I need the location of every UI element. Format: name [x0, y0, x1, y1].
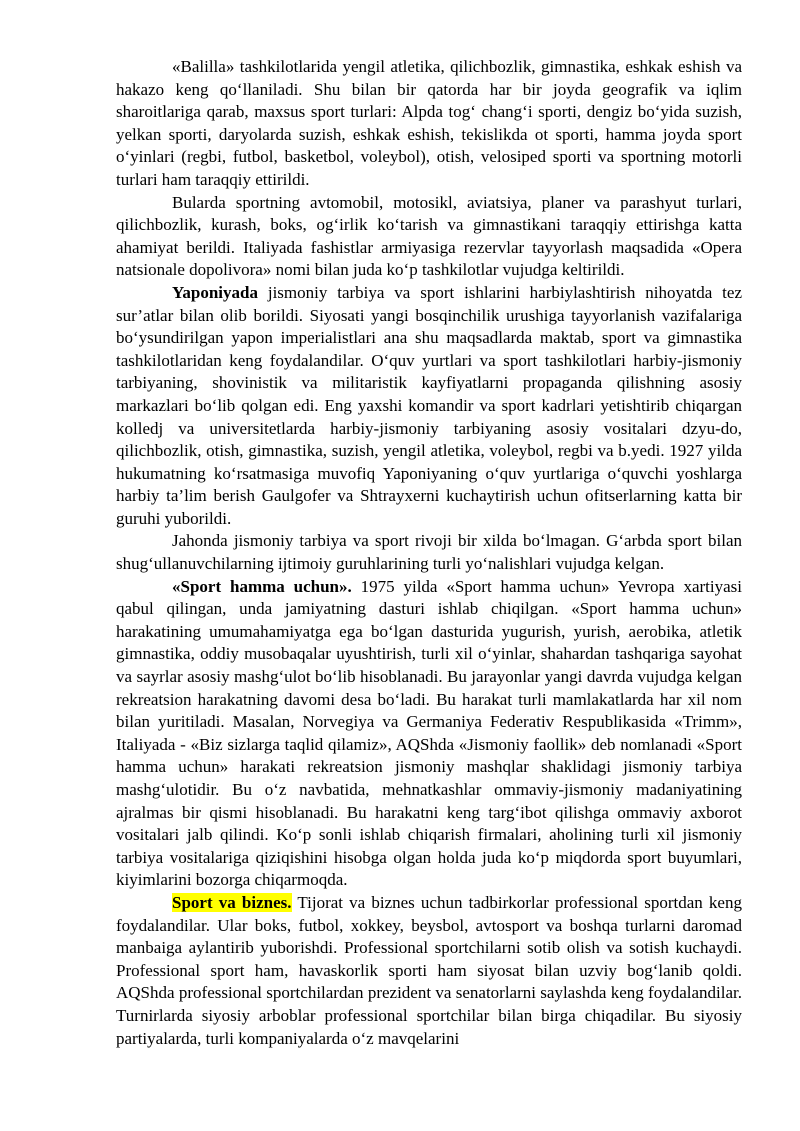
paragraph-text: Tijorat va biznes uchun tadbirkorlar professional sportdan keng foydalandilar. Ular boks, futbol, xokkey, beysbol, avtosport va boshqa turlarni daromad manbaiga aylantirib yuborishdi. Professional sportchilarni sotib olish va sotish kuchaydi. Professional sport ham, havaskorlik sporti ham siyosat bilan uzviy bog‘lanib qoldi. AQShda professional sportchilardan prezident va senatorlarni saylashda keng foydalandilar. Turnirlarda siyosiy arboblar professional sportchilar bilan birga chiqadilar. Bu siyosiy partiyalarda, turli kompaniyalarda o‘z mavqelarini	[116, 892, 742, 1048]
paragraph-balilla	[116, 56, 742, 192]
paragraph-text: jismoniy tarbiya va sport ishlarini harbiylashtirish nihoyatda tez sur’atlar bilan olib borildi. Siyosati yangi bosqinchilik urushiga tayyorlanish vazifalariga bo‘ysundirilgan yapon imperialistlari ana shu maqsadlarda maktab, sport va gimnastika tashkilotlaridan keng foydalandilar. O‘quv yurtlari va sport tashkilotlari harbiy-jismoniy tarbiyaning, shovinistik va militaristik kayfiyatlarni propaganda qilishning asosiy markazlari bo‘lib qolgan edi. Eng yaxshi komandir va sport kadrlari yetishtirib chiqargan kolledj va universitetlarda harbiy-jismoniy tarbiyaning asosiy vositalari dzyu-do, qilichbozlik, otish, gimnastika, suzish, yengil atletika, voleybol, regbi va b.yedi. 1927 yilda hukumatning ko‘rsatmasiga muvofiq Yaponiyaning o‘quv yurtlariga o‘quvchi yoshlarga harbiy ta’lim berish Gaulgofer va Shtrayxerni kuchaytirish uchun ofitserlarning katta bir guruhi yuborildi.	[116, 282, 742, 528]
paragraph-sport-business	[116, 892, 742, 1050]
paragraph-lead-sport-for-all: «Sport hamma uchun».	[172, 576, 352, 596]
paragraph-text: «Balilla» tashkilotlarida yengil atletika, qilichbozlik, gimnastika, eshkak eshish va hakazo keng qo‘llaniladi. Shu bilan bir qatorda har bir joyda geografik va iqlim sharoitlariga qarab, maxsus sport turlari: Alpda tog‘ chang‘i sporti, dengiz bo‘yida suzish, yelkan sporti, daryolarda suzish, eshkak eshish, tekislikda ot sporti, hamma joyda sport o‘yinlari (regbi, futbol, basketbol, voleybol), otish, velosiped sporti va sportning motorli turlari ham taraqqiy ettirildi.	[116, 57, 742, 189]
paragraph-text: Jahonda jismoniy tarbiya va sport rivoji bir xilda bo‘lmagan. G‘arbda sport bilan shug‘ullanuvchilarning ijtimoiy guruhlarining turli yo‘nalishlari vujudga kelgan.	[116, 531, 742, 574]
document-page	[116, 56, 742, 1050]
paragraph-lead-sport-business: Sport va biznes.	[172, 892, 292, 912]
paragraph-italy-sports	[116, 192, 742, 282]
paragraph-text: Bularda sportning avtomobil, motosikl, aviatsiya, planer va parashyut turlari, qilichbozlik, kurash, boks, og‘irlik ko‘tarish va gimnastikani taraqqiy ettirishga katta ahamiyat berildi. Italiyada fashistlar armiyasiga rezervlar tayyorlash maqsadida «Opera natsionale dopolivora» nomi bilan juda ko‘p tashkilotlar vujudga keltirildi.	[116, 192, 742, 280]
paragraph-world-sport	[116, 530, 742, 575]
paragraph-text: 1975 yilda «Sport hamma uchun» Yevropa xartiyasi qabul qilingan, unda jamiyatning dasturi ishlab chiqilgan. «Sport hamma uchun» harakatining umumahamiyatga ega bo‘lgan dasturida yugurish, yurish, aerobika, atletik gimnastika, oddiy musobaqalar uyushtirish, turli xil o‘yinlar, shahardan tashqariga sayohat va sayrlar asosiy mashg‘ulot bo‘lib hisoblanadi. Bu jarayonlar yangi davrda vujudga kelgan rekreatsion harakatning davomi desa bo‘ladi. Bu harakat turli mamlakatlarda har xil nom bilan yuritiladi. Masalan, Norvegiya va Germaniya Federativ Respublikasida «Trimm», Italiyada - «Biz sizlarga taqlid qilamiz», AQShda «Jismoniy faollik» deb nomlanadi «Sport hamma uchun» harakati rekreatsion jismoniy mashqlar shaklidagi jismoniy tarbiya mashg‘ulotidir. Bu o‘z navbatida, mehnatkashlar ommaviy-jismoniy madaniyatining ajralmas bir qismi hisoblanadi. Bu harakatni keng targ‘ibot qilishga ommaviy axborot vositalari jalb qilindi. Ko‘p sonli ishlab chiqarish firmalari, aholining turli xil jismoniy tarbiya vositalariga qiziqishini hisobga olgan holda juda ko‘p miqdorda sport buyumlari, kiyimlarini bozorga chiqarmoqda.	[116, 576, 742, 890]
paragraph-sport-for-all	[116, 576, 742, 892]
paragraph-lead-japan: Yaponiyada	[172, 282, 258, 302]
paragraph-japan	[116, 282, 742, 531]
